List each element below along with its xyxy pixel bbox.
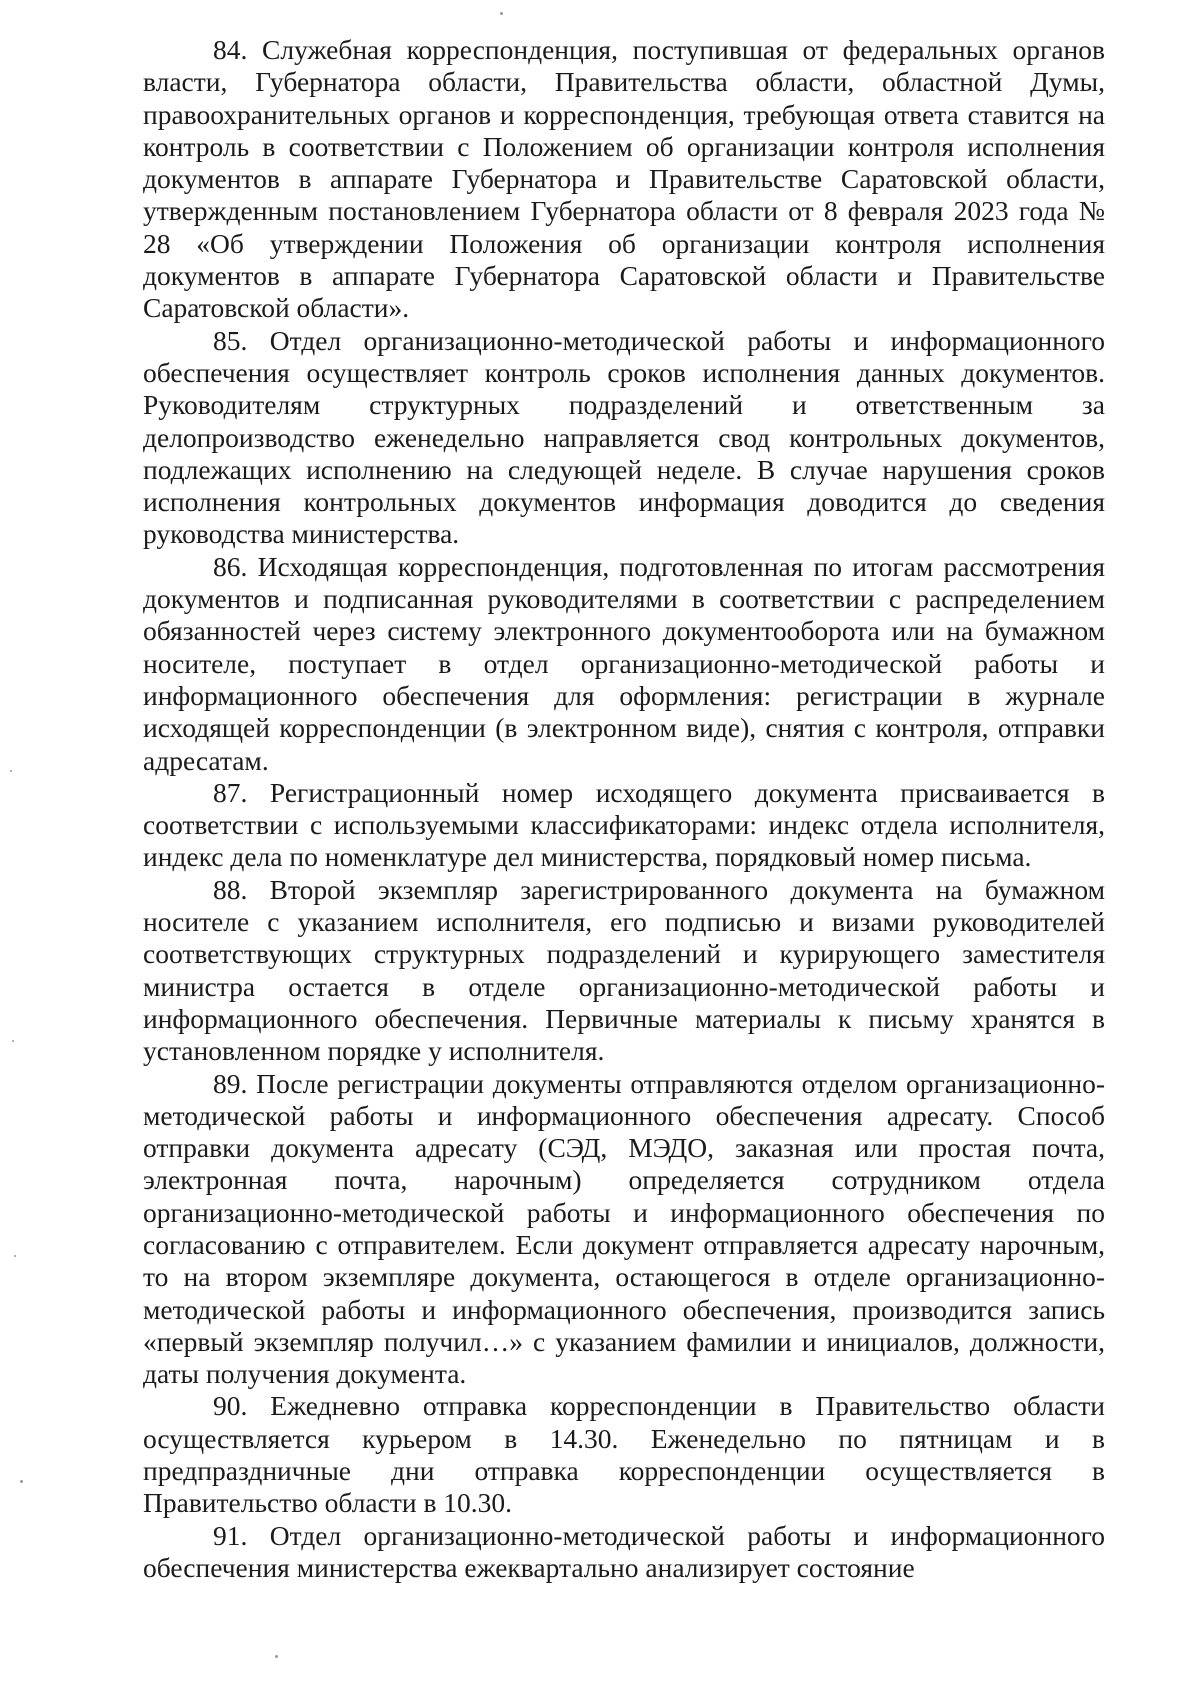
scan-speck xyxy=(14,1255,16,1257)
scan-speck xyxy=(500,12,503,15)
scan-speck xyxy=(275,1655,278,1658)
paragraph-91: 91. Отдел организационно-методической работы и информационного обеспечения министерства ежеквартально анализирует состояние xyxy=(143,1519,1105,1583)
paragraph-90: 90. Ежедневно отправка корреспонденции в Правительство области осуществляется курьером в 14.30. Еженедельно по пятницам и в предпраздничные дни отправка корреспонденции осуществляется в Правительство области в 10.30. xyxy=(143,1390,1105,1519)
paragraph-85: 85. Отдел организационно-методической работы и информационного обеспечения осуществляет контроль сроков исполнения данных документов. Руководителям структурных подразделений и ответственным за делопроизводство еженедельно направляется свод контрольных документов, подлежащих исполнению на следующей неделе. В случае нарушения сроков исполнения контрольных документов информация доводится до сведения руководства министерства. xyxy=(143,324,1105,550)
paragraph-87: 87. Регистрационный номер исходящего документа присваивается в соответствии с используемыми классификаторами: индекс отдела исполнителя, индекс дела по номенклатуре дел министерства, порядковый номер письма. xyxy=(143,776,1105,873)
paragraph-88: 88. Второй экземпляр зарегистрированного документа на бумажном носителе с указанием исполнителя, его подписью и визами руководителей соответствующих структурных подразделений и курирующего заместителя министра остается в отделе организационно-методической работы и информационного обеспечения. Первичные материалы к письму хранятся в установленном порядке у исполнителя. xyxy=(143,873,1105,1067)
paragraph-84: 84. Служебная корреспонденция, поступившая от федеральных органов власти, Губернатора области, Правительства области, областной Думы, правоохранительных органов и корреспонденция, требующая ответа ставится на контроль в соответствии с Положением об организации контроля исполнения документов в аппарате Губернатора и Правительстве Саратовской области, утвержденным постановлением Губернатора области от 8 февраля 2023 года № 28 «Об утверждении Положения об организации контроля исполнения документов в аппарате Губернатора Саратовской области и Правительстве Саратовской области». xyxy=(143,34,1105,324)
scan-speck xyxy=(20,1480,23,1483)
scan-speck xyxy=(10,770,12,772)
paragraph-89: 89. После регистрации документы отправляются отделом организационно-методической работы и информационного обеспечения адресату. Способ отправки документа адресату (СЭД, МЭДО, заказная или простая почта, электронная почта, нарочным) определяется сотрудником отдела организационно-методической работы и информационного обеспечения по согласованию с отправителем. Если документ отправляется адресату нарочным, то на втором экземпляре документа, остающегося в отделе организационно-методической работы и информационного обеспечения, производится запись «первый экземпляр получил…» с указанием фамилии и инициалов, должности, даты получения документа. xyxy=(143,1067,1105,1390)
document-body xyxy=(143,34,1105,1584)
scan-speck xyxy=(12,1040,14,1042)
paragraph-86: 86. Исходящая корреспонденция, подготовленная по итогам рассмотрения документов и подписанная руководителями в соответствии с распределением обязанностей через систему электронного документооборота или на бумажном носителе, поступает в отдел организационно-методической работы и информационного обеспечения для оформления: регистрации в журнале исходящей корреспонденции (в электронном виде), снятия с контроля, отправки адресатам. xyxy=(143,550,1105,776)
